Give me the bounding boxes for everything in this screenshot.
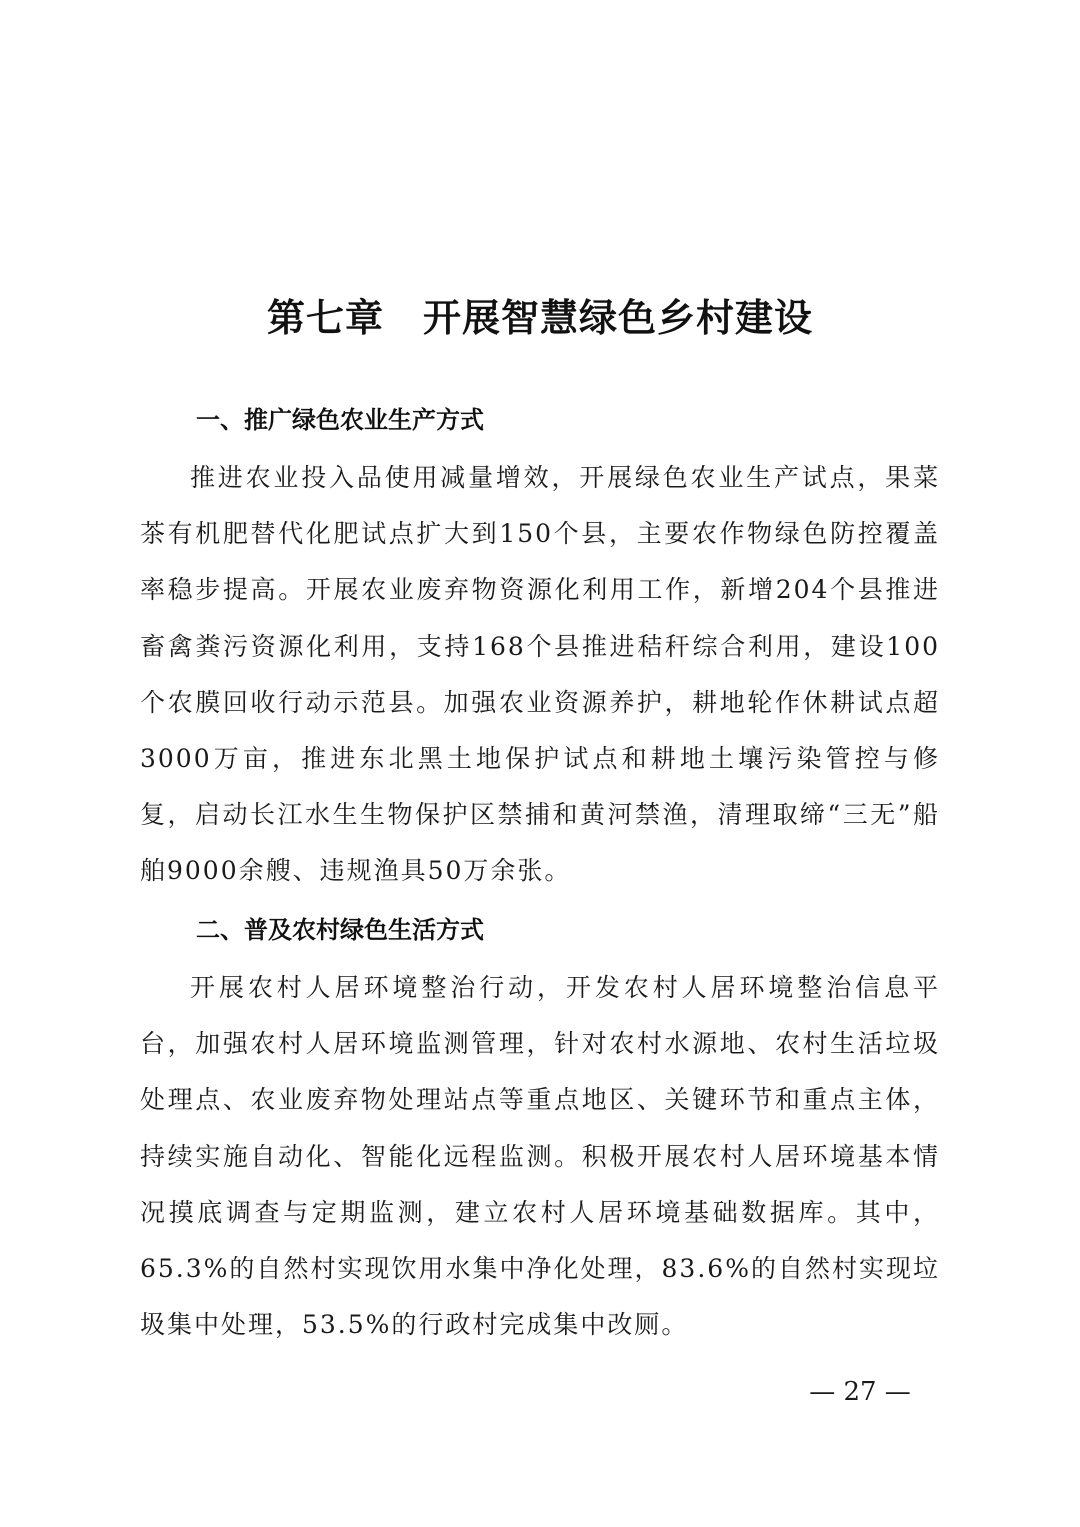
- section-heading-green-living: 二、普及农村绿色生活方式: [196, 916, 484, 944]
- page-number: — 27 —: [809, 1377, 911, 1407]
- paragraph-green-living: 开展农村人居环境整治行动，开发农村人居环境整治信息平台，加强农村人居环境监测管理，针对农村水源地、农村生活垃圾处理点、农业废弃物处理站点等重点地区、关键环节和重点主体，持续实施自动化、智能化远程监测。积极开展农村人居环境基本情况摸底调查与定期监测，建立农村人居环境基础数据库。其中，65.3%的自然村实现饮用水集中净化处理，83.6%的自然村实现垃圾集中处理，53.5%的行政村完成集中改厕。: [140, 973, 940, 1340]
- paragraph-green-agriculture: 推进农业投入品使用减量增效，开展绿色农业生产试点，果菜茶有机肥替代化肥试点扩大到150个县，主要农作物绿色防控覆盖率稳步提高。开展农业废弃物资源化利用工作，新增204个县推进畜禽粪污资源化利用，支持168个县推进秸秆综合利用，建设100个农膜回收行动示范县。加强农业资源养护，耕地轮作休耕试点超3000万亩，推进东北黑土地保护试点和耕地土壤污染管控与修复，启动长江水生生物保护区禁捕和黄河禁渔，清理取缔“三无”船舶9000余艘、违规渔具50万余张。: [140, 463, 940, 886]
- section-heading-green-agriculture: 一、推广绿色农业生产方式: [196, 406, 484, 434]
- chapter-title: 第七章 开展智慧绿色乡村建设: [266, 296, 813, 340]
